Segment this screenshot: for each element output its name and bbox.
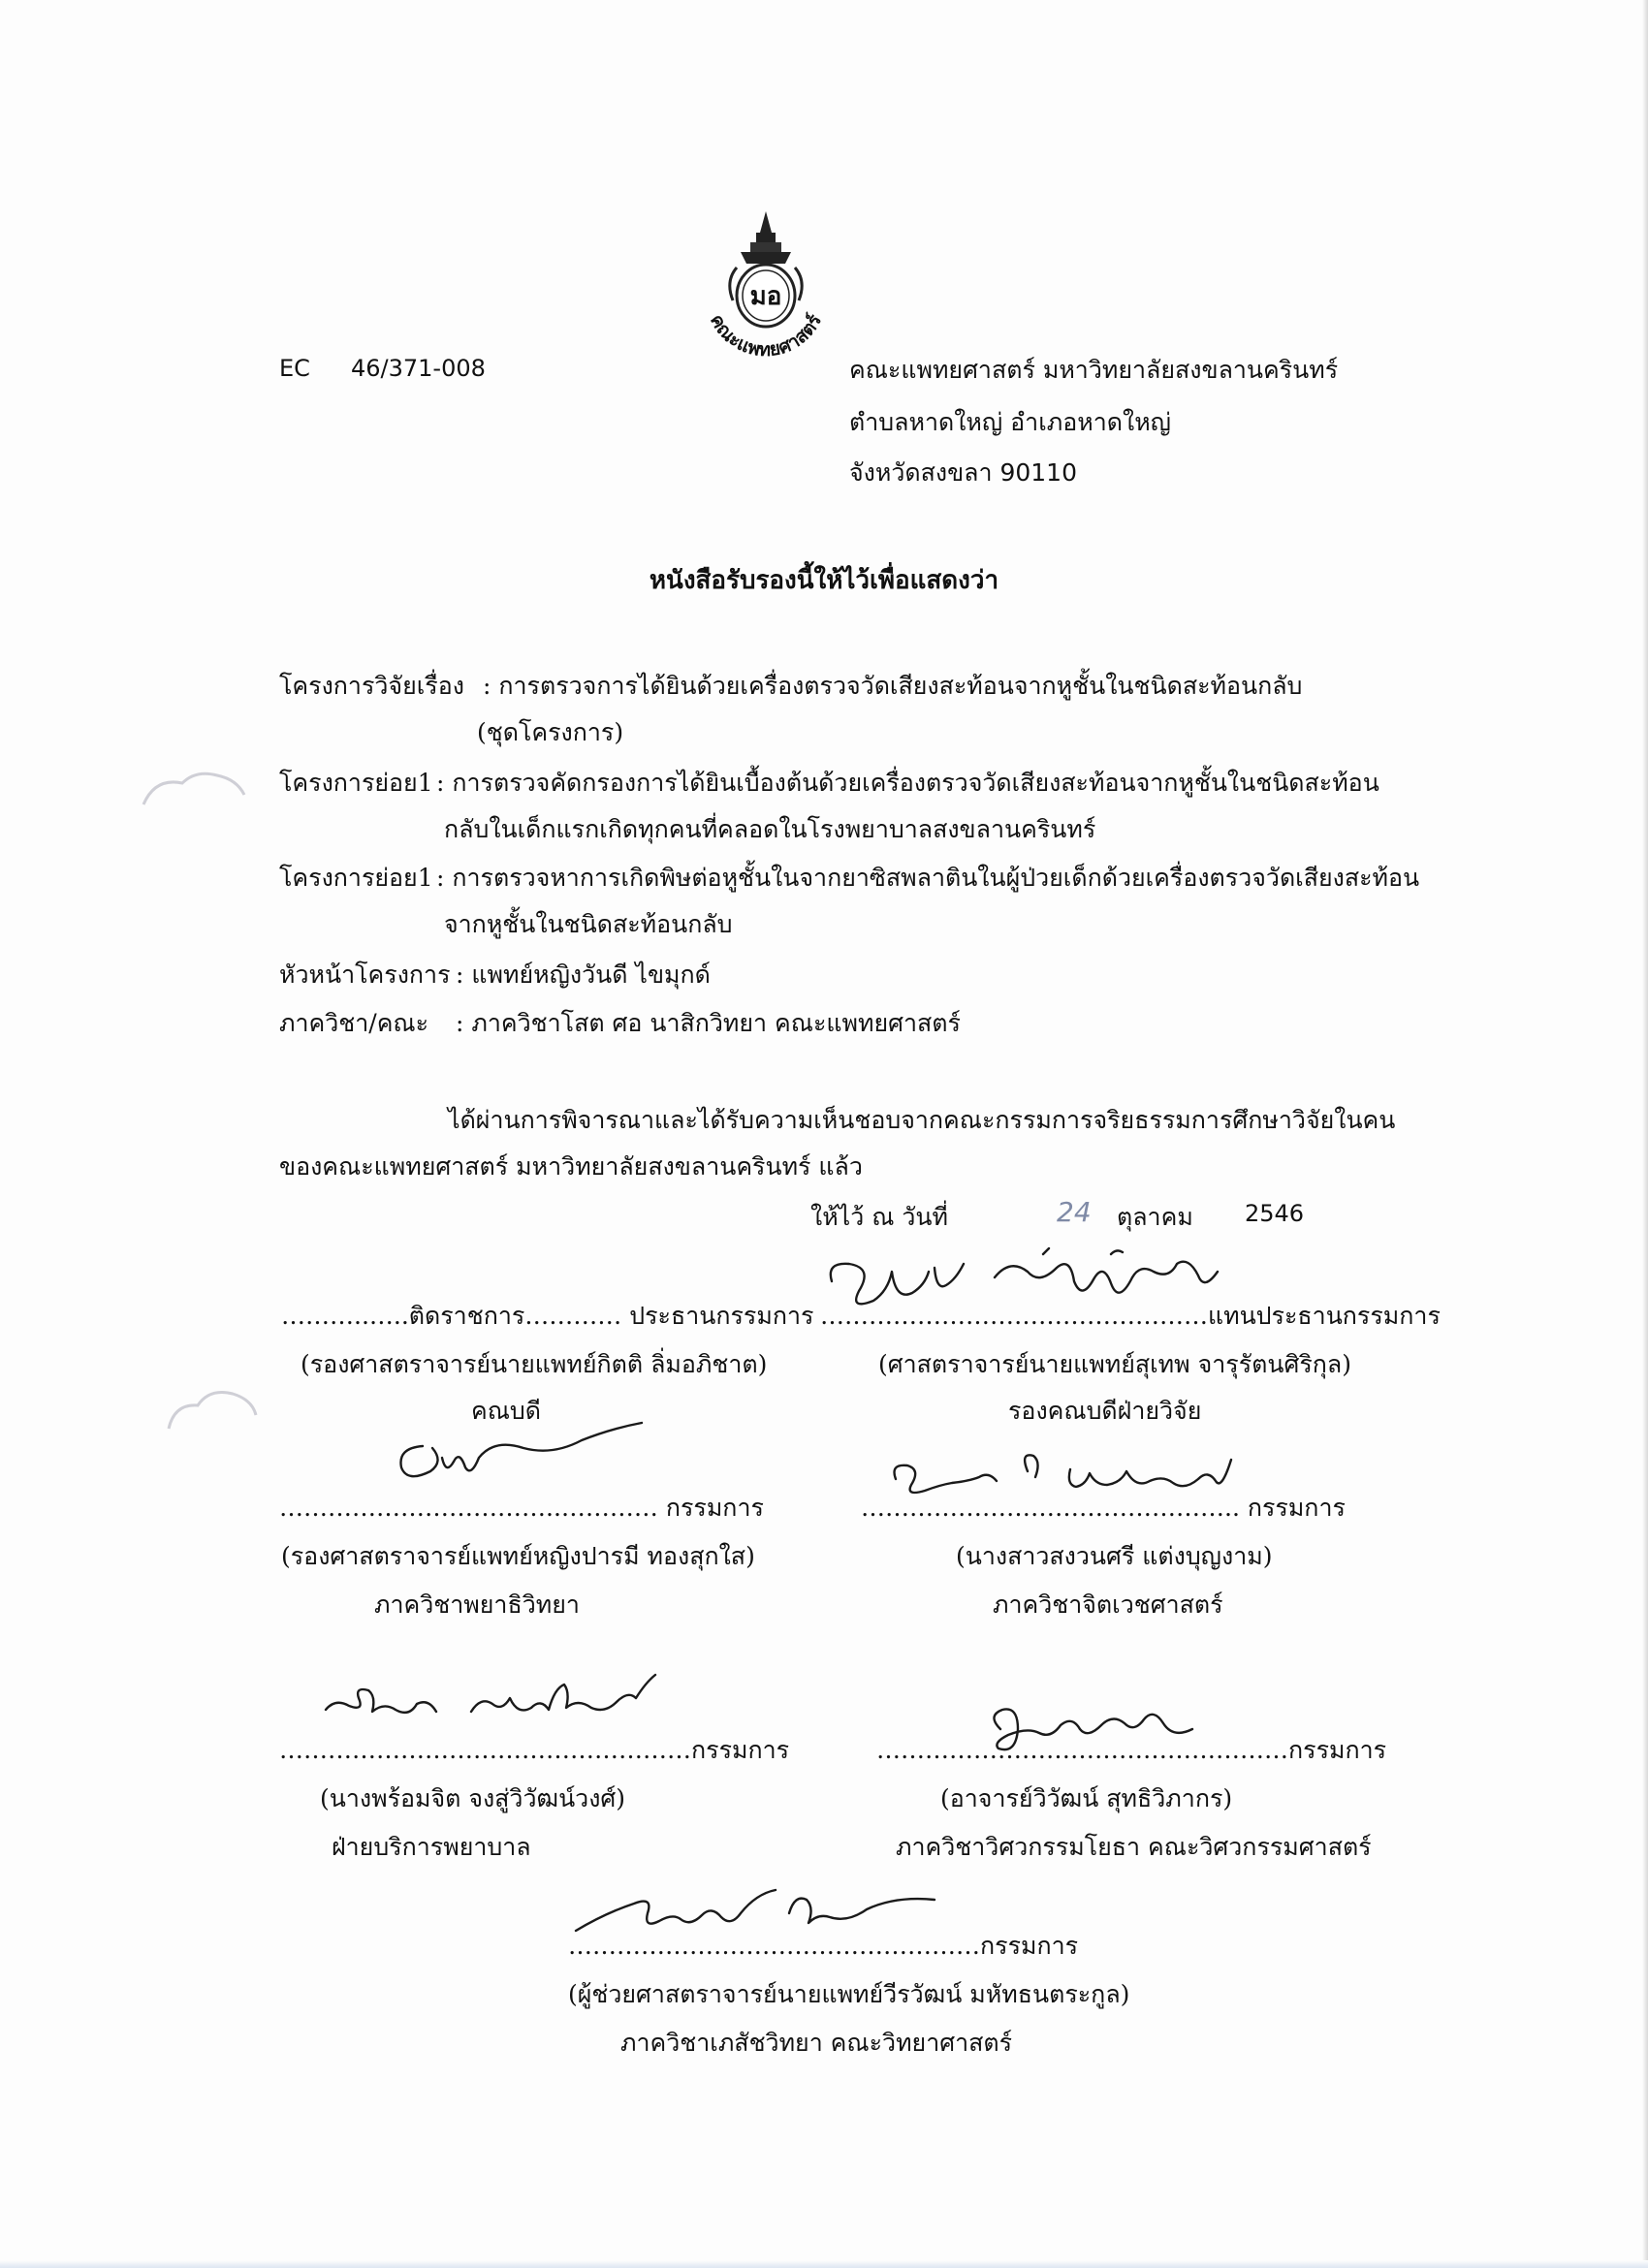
- signatory-name-chair: (รองศาสตราจารย์นายแพทย์กิตติ ลิ่มอภิชาต): [301, 1350, 768, 1378]
- ref-number: 46/371-008: [351, 355, 486, 382]
- scan-smudge-mark: [136, 766, 252, 824]
- signature-line-sanguansri: ……………………………………….. กรรมการ: [861, 1494, 1346, 1522]
- seal-arc-text: คณะแพทยศาสตร์: [705, 310, 826, 362]
- subproject-1-line-2: กลับในเด็กแรกเกิดทุกคนที่คลอดในโรงพยาบาลสงขลานครินทร์: [444, 815, 1096, 843]
- subproject-1-label: โครงการย่อย1: [279, 769, 433, 797]
- signatory-name-promjit: (นางพร้อมจิต จงสู่วิวัฒน์วงศ์): [320, 1784, 626, 1812]
- address-line-1: คณะแพทยศาสตร์ มหาวิทยาลัยสงขลานครินทร์: [849, 356, 1339, 384]
- signatory-position-sanguansri: ภาควิชาจิตเวชศาสตร์: [993, 1591, 1223, 1619]
- signatory-position-chair: คณบดี: [471, 1397, 542, 1425]
- date-year: 2546: [1245, 1200, 1305, 1227]
- subproject-2-line-1: : การตรวจหาการเกิดพิษต่อหูชั้นในจากยาซิสพลาตินในผู้ป่วยเด็กด้วยเครื่องตรวจวัดเสียงสะท้อน: [436, 864, 1420, 892]
- faculty-seal-logo: [679, 204, 853, 368]
- signature-line-wiwat: ……………………………………………กรรมการ: [876, 1736, 1387, 1764]
- signatory-name-wiwat: (อาจารย์วิวัฒน์ สุทธิวิภากร): [940, 1784, 1233, 1812]
- project-head-value: : แพทย์หญิงวันดี ไขมุกด์: [456, 961, 711, 989]
- signature-line-acting-chair: …………………………………………แทนประธานกรรมการ: [820, 1302, 1441, 1330]
- signatory-name-acting-chair: (ศาสตราจารย์นายแพทย์สุเทพ จารุรัตนศิริกุล): [878, 1350, 1351, 1378]
- subproject-2-line-2: จากหูชั้นในชนิดสะท้อนกลับ: [444, 910, 733, 938]
- approval-line-2: ของคณะแพทยศาสตร์ มหาวิทยาลัยสงขลานครินทร์ แล้ว: [279, 1152, 863, 1181]
- scan-bottom-edge: [0, 2260, 1648, 2268]
- signatory-position-parami: ภาควิชาพยาธิวิทยา: [374, 1591, 580, 1619]
- scan-smudge-mark: [159, 1380, 266, 1448]
- date-prefix: ให้ไว้ ณ วันที่: [810, 1203, 948, 1231]
- date-day-handwritten: 24: [1057, 1196, 1092, 1228]
- scan-edge-shadow: [1642, 0, 1648, 2268]
- project-label: โครงการวิจัยเรื่อง: [279, 672, 464, 700]
- project-title-line-2: (ชุดโครงการ): [477, 718, 624, 746]
- signatory-name-weerawat: (ผู้ช่วยศาสตราจารย์นายแพทย์วีรวัฒน์ มหัทธนตระกูล): [568, 1980, 1130, 2008]
- signature-line-weerawat: ……………………………………………กรรมการ: [568, 1932, 1079, 1960]
- project-head-label: หัวหน้าโครงการ: [279, 961, 451, 989]
- signature-line-parami: ……………………………..………… กรรมการ: [279, 1494, 764, 1522]
- signature-line-promjit: ……………………………………………กรรมการ: [279, 1736, 790, 1764]
- subproject-1-line-1: : การตรวจคัดกรองการได้ยินเบื้องต้นด้วยเครื่องตรวจวัดเสียงสะท้อนจากหูชั้นในชนิดสะท้อน: [436, 769, 1379, 797]
- ref-prefix: EC: [279, 355, 310, 382]
- svg-text:มอ: มอ: [749, 282, 782, 311]
- department-label: ภาควิชา/คณะ: [279, 1009, 429, 1037]
- signatory-position-promjit: ฝ่ายบริการพยาบาล: [332, 1833, 531, 1861]
- department-value: : ภาควิชาโสต ศอ นาสิกวิทยา คณะแพทยศาสตร์: [456, 1009, 961, 1037]
- signatory-position-weerawat: ภาควิชาเภสัชวิทยา คณะวิทยาศาสตร์: [620, 2029, 1013, 2057]
- signatory-name-parami: (รองศาสตราจารย์แพทย์หญิงปารมี ทองสุกใส): [281, 1542, 755, 1570]
- certificate-heading: หนังสือรับรองนี้ให้ไว้เพื่อแสดงว่า: [649, 566, 999, 595]
- subproject-2-label: โครงการย่อย1: [279, 864, 433, 892]
- signatory-name-sanguansri: (นางสาวสงวนศรี แต่งบุญงาม): [956, 1542, 1273, 1570]
- signatory-position-acting-chair: รองคณบดีฝ่ายวิจัย: [1008, 1397, 1202, 1425]
- date-month: ตุลาคม: [1117, 1203, 1193, 1231]
- approval-line-1: ได้ผ่านการพิจารณาและได้รับความเห็นชอบจากคณะกรรมการจริยธรรมการศึกษาวิจัยในคน: [448, 1106, 1396, 1134]
- address-line-2: ตำบลหาดใหญ่ อำเภอหาดใหญ่: [849, 408, 1171, 436]
- signature-line-chair: ………..…..ติดราชการ………… ประธานกรรมการ: [281, 1302, 814, 1330]
- project-title-line-1: : การตรวจการได้ยินด้วยเครื่องตรวจวัดเสียงสะท้อนจากหูชั้นในชนิดสะท้อนกลับ: [483, 672, 1303, 700]
- signature-committee-parami: [388, 1419, 650, 1496]
- signatory-position-wiwat: ภาควิชาวิศวกรรมโยธา คณะวิศวกรรมศาสตร์: [896, 1833, 1372, 1861]
- address-line-3: จังหวัดสงขลา 90110: [849, 458, 1077, 487]
